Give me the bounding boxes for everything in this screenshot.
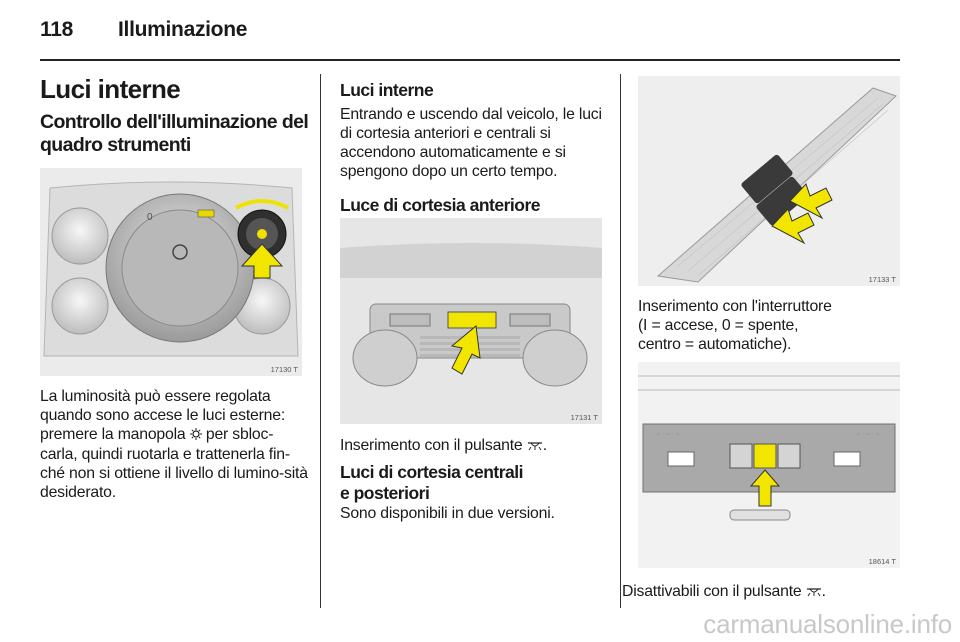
section-heading: Luci interne: [40, 74, 181, 104]
rear-light-heading: Luci di cortesia centrali e posteriori: [340, 462, 523, 503]
paragraph-text-tail: per sbloc-carla, quindi ruotarla e trattenerla fin-ché non si ottiene il livello di lumino-sità desiderato.: [40, 426, 308, 501]
intro-paragraph: Entrando e uscendo dal veicolo, le luci di cortesia anteriori e centrali si accendono automaticamente e si spengono dopo un certo tempo.: [340, 106, 602, 180]
rear-text: Sono disponibili in due versioni.: [340, 505, 555, 522]
dashboard-light-figure: [40, 168, 302, 376]
page-number: 118: [40, 18, 73, 41]
switch-figure: [638, 76, 900, 286]
column-divider-1: [320, 74, 321, 608]
column-2: [340, 80, 606, 216]
subsection-heading: Controllo dell'illuminazione del quadro strumenti: [40, 111, 309, 156]
watermark: carmanualsonline.info: [703, 609, 952, 639]
figure-code-2: 17131 T: [570, 413, 598, 422]
switch-caption: Inserimento con l'interruttore (I = accese, 0 = spente, centro = automatiche).: [638, 298, 832, 353]
figure-code-4: 18614 T: [868, 557, 896, 566]
front-light-figure: [340, 218, 602, 424]
button-caption: Disattivabili con il pulsante .: [622, 583, 826, 600]
courtesy-light-icon: [527, 437, 543, 456]
svg-text:0: 0: [147, 212, 153, 223]
column-divider-2: [620, 74, 621, 608]
front-caption: Inserimento con il pulsante: [340, 437, 523, 454]
front-light-heading: Luce di cortesia anteriore: [340, 195, 540, 215]
chapter-title: Illuminazione: [118, 18, 248, 41]
rear-light-figure: [638, 362, 900, 568]
brightness-paragraph: [40, 387, 310, 502]
courtesy-light-icon-2: [806, 583, 822, 602]
figure-code-3: 17133 T: [868, 275, 896, 284]
paragraph-text: La luminosità può essere regolata quando sono accese le luci esterne: premere la manopola: [40, 388, 286, 443]
section-heading-2: Luci interne: [340, 80, 434, 100]
header-rule: [40, 59, 900, 61]
column-2-lower: Inserimento con il pulsante . Luci di cortesia centrali e posteriori Sono disponibili in due versioni.: [340, 436, 606, 523]
brightness-dial-icon: [190, 426, 202, 445]
figure-code: 17130 T: [270, 365, 298, 374]
column-1: [40, 76, 310, 157]
